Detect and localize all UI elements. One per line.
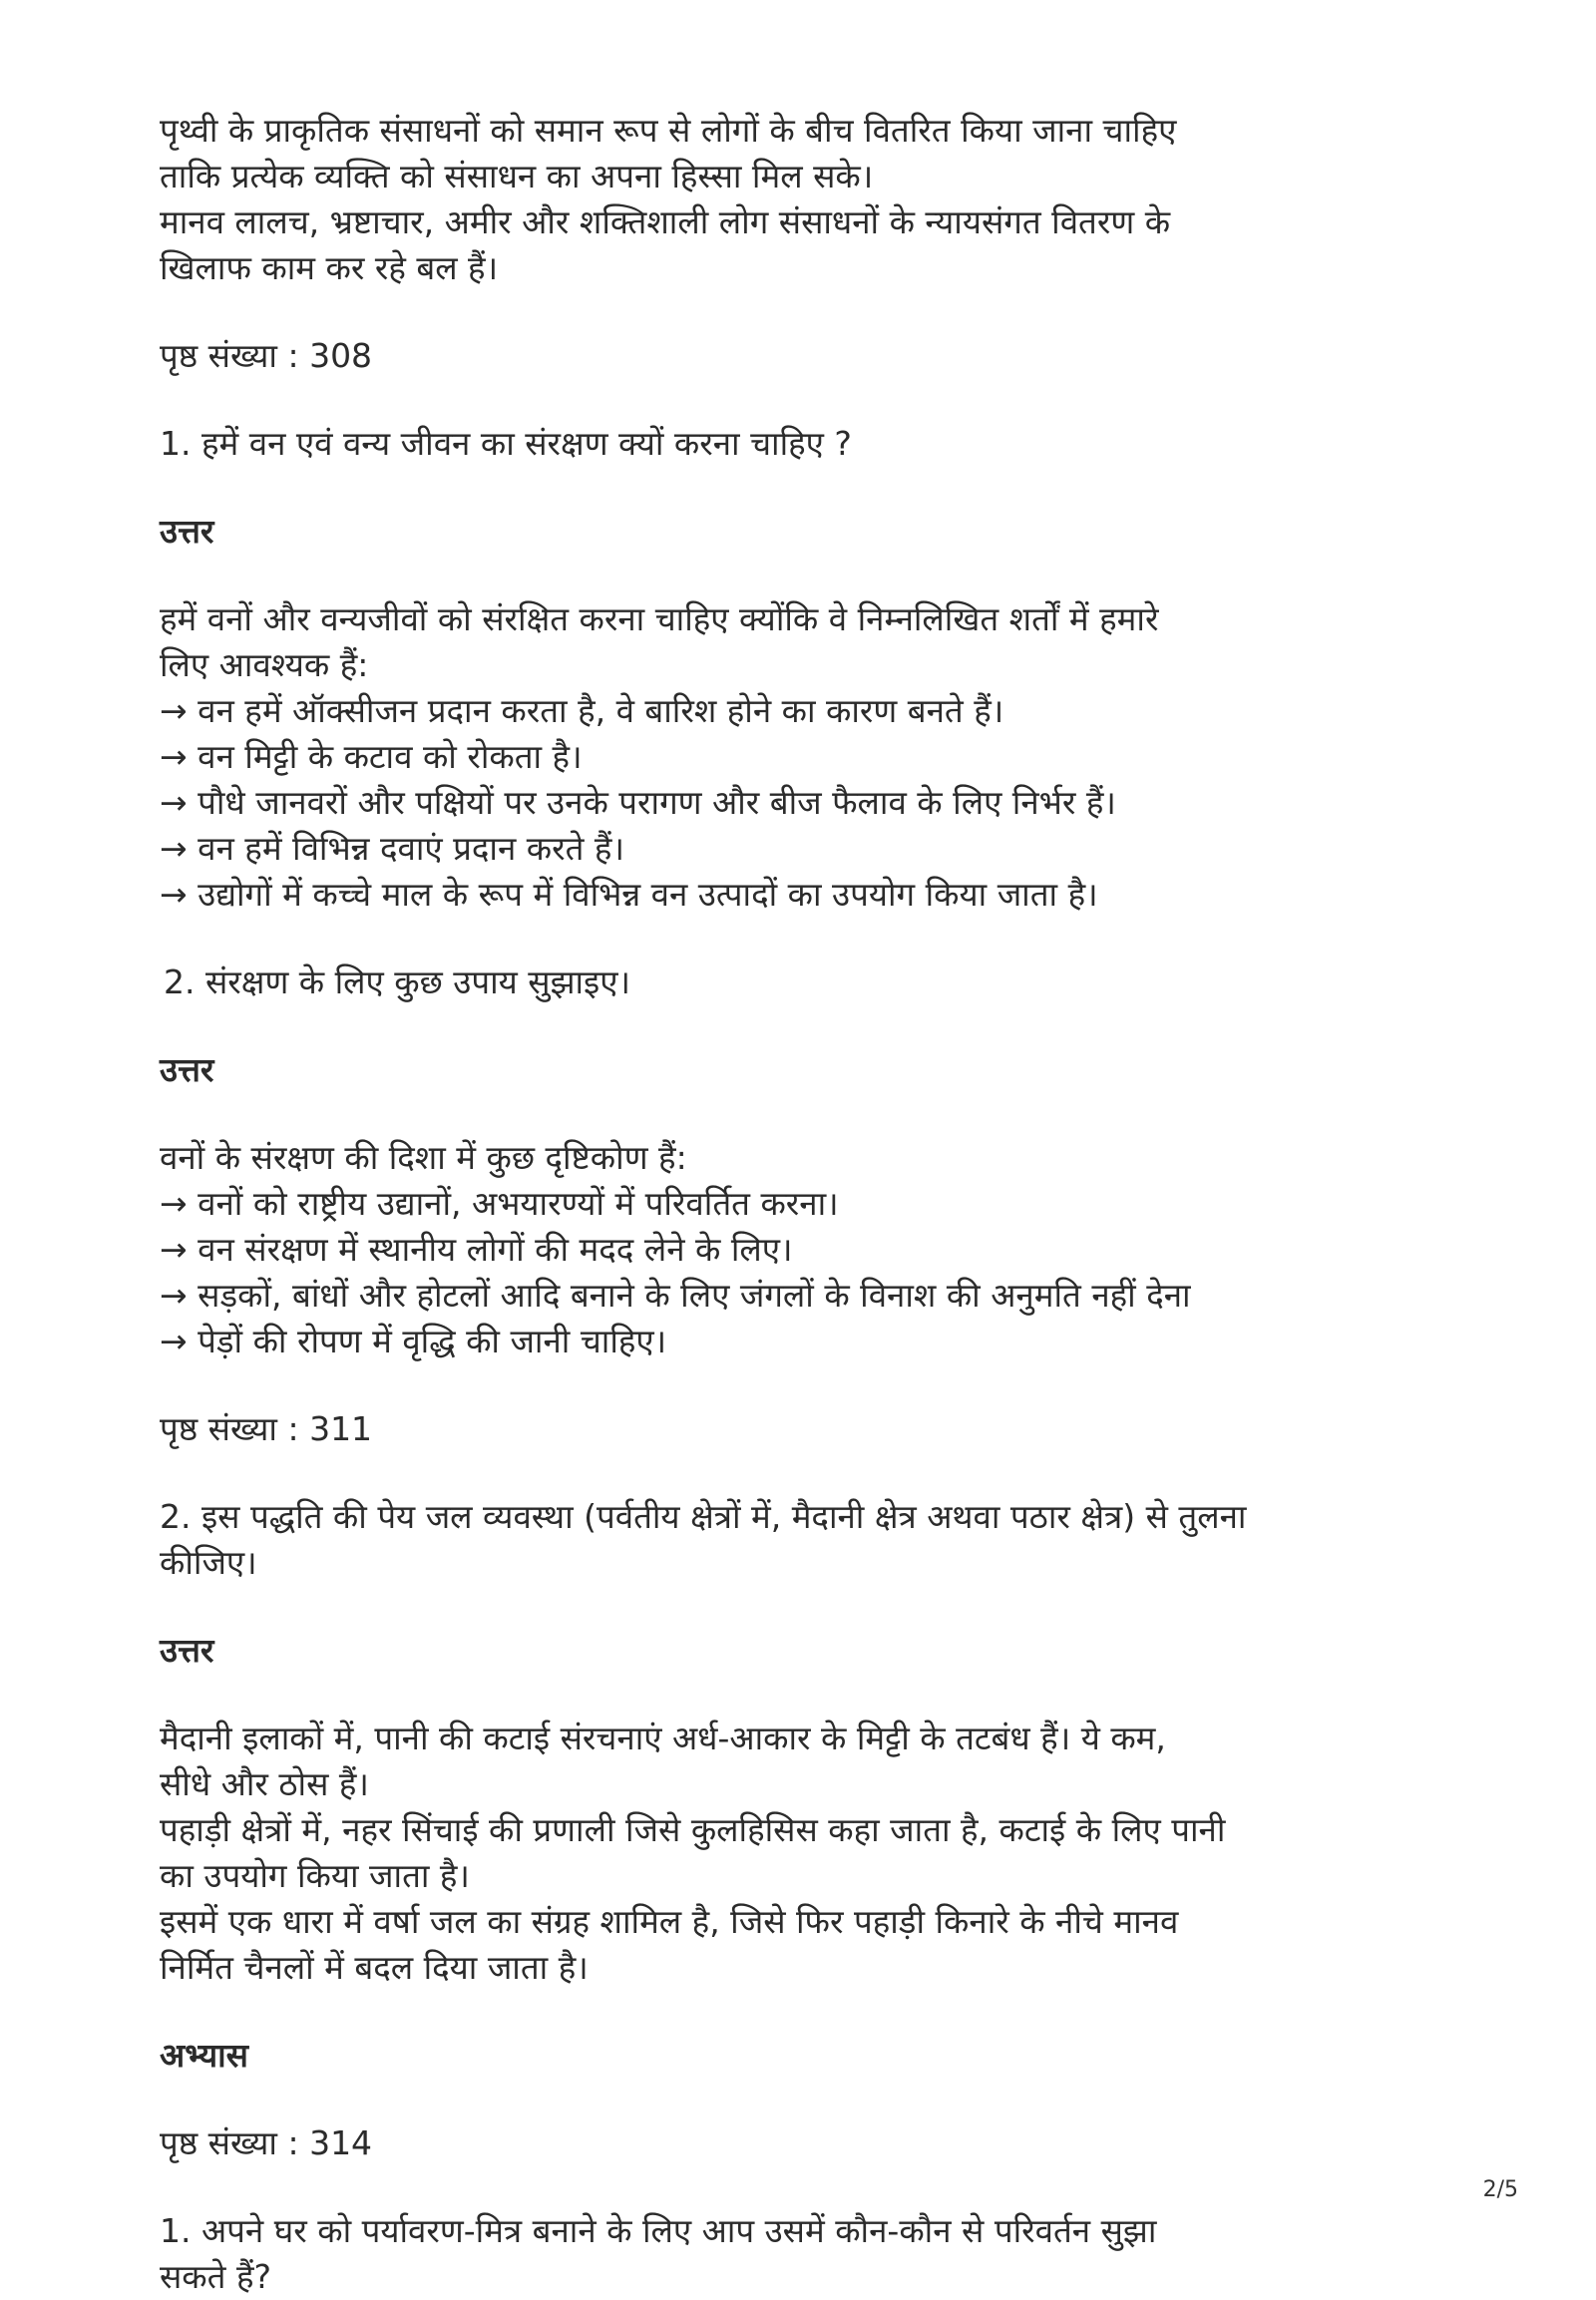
list-item: → वन संरक्षण में स्थानीय लोगों की मदद लेने के लिए। [160,1230,793,1269]
answer-heading-1: उत्तर [160,512,214,551]
document-page [160,108,1446,2300]
text-line: वनों के संरक्षण की दिशा में कुछ दृष्टिकोण हैं: [160,1138,687,1177]
page-indicator: 2/5 [1482,2177,1518,2202]
question-3 [160,1494,1446,1586]
intro-paragraph [160,108,1446,291]
text-line: सकते हैं? [160,2257,271,2296]
answer-3 [160,1716,1446,1991]
question-2: 2. संरक्षण के लिए कुछ उपाय सुझाइए। [164,962,631,1001]
page-reference-314: पृष्ठ संख्या : 314 [160,2123,373,2162]
list-item: → उद्योगों में कच्चे माल के रूप में विभिन्न वन उत्पादों का उपयोग किया जाता है। [160,875,1098,914]
list-item: → सड़कों, बांधों और होटलों आदि बनाने के लिए जंगलों के विनाश की अनुमति नहीं देना [160,1276,1191,1315]
text-line: 2. इस पद्धति की पेय जल व्यवस्था (पर्वतीय क्षेत्रों में, मैदानी क्षेत्र अथवा पठार क्षेत्र) से तुलना [160,1497,1247,1536]
list-item: → वन मिट्टी के कटाव को रोकता है। [160,737,583,776]
answer-heading-2: उत्तर [160,1050,214,1089]
text-line: लिए आवश्यक हैं: [160,645,369,684]
answer-1 [160,596,1446,918]
question-4 [160,2208,1446,2300]
page-reference-308: पृष्ठ संख्या : 308 [160,336,373,375]
answer-2 [160,1135,1446,1364]
list-item: → पेड़ों की रोपण में वृद्धि की जानी चाहिए। [160,1322,667,1360]
list-item: → पौधे जानवरों और पक्षियों पर उनके परागण और बीज फैलाव के लिए निर्भर हैं। [160,783,1116,822]
text-line: 1. अपने घर को पर्यावरण-मित्र बनाने के लिए आप उसमें कौन-कौन से परिवर्तन सुझा [160,2211,1157,2250]
text-line: खिलाफ काम कर रहे बल हैं। [160,248,499,287]
text-line: कीजिए। [160,1543,257,1582]
text-line: का उपयोग किया जाता है। [160,1856,470,1895]
page-reference-311: पृष्ठ संख्या : 311 [160,1409,373,1448]
text-line: इसमें एक धारा में वर्षा जल का संग्रह शामिल है, जिसे फिर पहाड़ी किनारे के नीचे मानव [160,1902,1179,1941]
text-line: निर्मित चैनलों में बदल दिया जाता है। [160,1948,589,1987]
list-item: → वन हमें विभिन्न दवाएं प्रदान करते हैं। [160,829,624,868]
list-item: → वन हमें ऑक्सीजन प्रदान करता है, वे बारिश होने का कारण बनते हैं। [160,691,1004,730]
question-1: 1. हमें वन एवं वन्य जीवन का संरक्षण क्यों करना चाहिए ? [160,424,852,463]
text-line: मानव लालच, भ्रष्टाचार, अमीर और शक्तिशाली लोग संसाधनों के न्यायसंगत वितरण के [160,202,1171,241]
text-line: पहाड़ी क्षेत्रों में, नहर सिंचाई की प्रणाली जिसे कुलहिसिस कहा जाता है, कटाई के लिए पानी [160,1810,1226,1849]
text-line: सीधे और ठोस हैं। [160,1764,369,1803]
text-line: पृथ्वी के प्राकृतिक संसाधनों को समान रूप से लोगों के बीच वितरित किया जाना चाहिए [160,111,1177,150]
answer-heading-3: उत्तर [160,1631,214,1670]
text-line: हमें वनों और वन्यजीवों को संरक्षित करना चाहिए क्योंकि वे निम्नलिखित शर्तों में हमारे [160,599,1159,638]
exercise-heading: अभ्यास [160,2036,248,2075]
list-item: → वनों को राष्ट्रीय उद्यानों, अभयारण्यों में परिवर्तित करना। [160,1184,839,1223]
text-line: ताकि प्रत्येक व्यक्ति को संसाधन का अपना हिस्सा मिल सके। [160,157,874,195]
text-line: मैदानी इलाकों में, पानी की कटाई संरचनाएं अर्ध-आकार के मिट्टी के तटबंध हैं। ये कम, [160,1719,1166,1757]
